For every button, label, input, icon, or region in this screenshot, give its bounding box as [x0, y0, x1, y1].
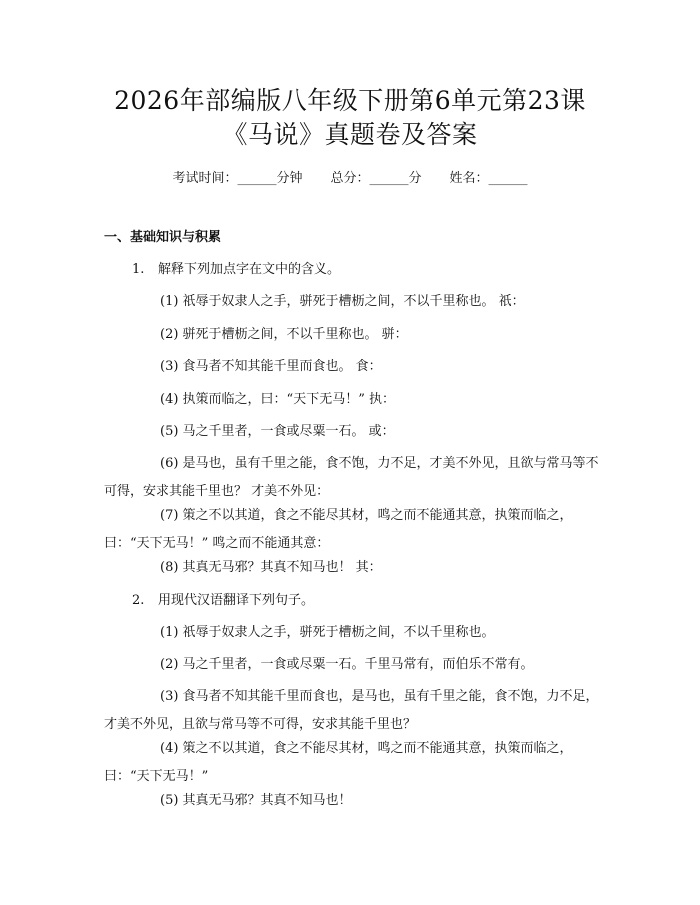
question-prompt: 用现代汉语翻译下列句子。 — [158, 593, 315, 608]
question-number: 1. — [132, 262, 145, 277]
exam-name-label: 姓名：______ — [449, 171, 528, 186]
list-item: (8) 其真无马邪？其真不知马也！ 其： — [160, 560, 382, 575]
list-item: (3) 食马者不知其能千里而食也。 食： — [160, 359, 382, 374]
exam-meta — [0, 170, 700, 188]
exam-time-label: 考试时间：______分钟 — [172, 171, 303, 186]
page-title-line2: 《马说》真题卷及答案 — [222, 120, 478, 149]
list-item: (5) 马之千里者，一食或尽粟一石。 或： — [160, 424, 395, 439]
question-2 — [132, 592, 314, 610]
list-item: (4) 执策而临之，曰：“天下无马！” 执： — [160, 392, 395, 407]
list-item: (1) 祇辱于奴隶人之手，骈死于槽枥之间，不以千里称也。 祇： — [160, 294, 525, 309]
list-item: (7) 策之不以其道，食之不能尽其材，鸣之而不能通其意，执策而临之，曰：“天下无马！” 鸣之而不能通其意： — [104, 508, 573, 551]
list-item: (5) 其真无马邪？其真不知马也！ — [160, 793, 352, 808]
list-item: (2) 骈死于槽枥之间，不以千里称也。 骈： — [160, 327, 408, 342]
question-prompt: 解释下列加点字在文中的含义。 — [158, 262, 341, 277]
question-number: 2. — [132, 593, 145, 608]
page-title-line1: 2026年部编版八年级下册第6单元第23课 — [114, 86, 586, 115]
question-1 — [132, 261, 340, 279]
list-item: (2) 马之千里者，一食或尽粟一石。千里马常有，而伯乐不常有。 — [160, 657, 534, 672]
list-item: (6) 是马也，虽有千里之能，食不饱，力不足，才美不外见，且欲与常马等不可得，安求其能千里也？ 才美不外见： — [104, 456, 599, 499]
list-item: (3) 食马者不知其能千里而食也，是马也，虽有千里之能，食不饱，力不足，才美不外见，且欲与常马等不可得，安求其能千里也？ — [104, 689, 599, 732]
list-item: (4) 策之不以其道，食之不能尽其材，鸣之而不能通其意，执策而临之，曰：“天下无马！” — [104, 741, 573, 784]
section-heading: 一、基础知识与积累 — [104, 230, 222, 245]
exam-score-label: 总分：______分 — [330, 171, 422, 186]
list-item: (1) 祇辱于奴隶人之手，骈死于槽枥之间，不以千里称也。 — [160, 625, 495, 640]
